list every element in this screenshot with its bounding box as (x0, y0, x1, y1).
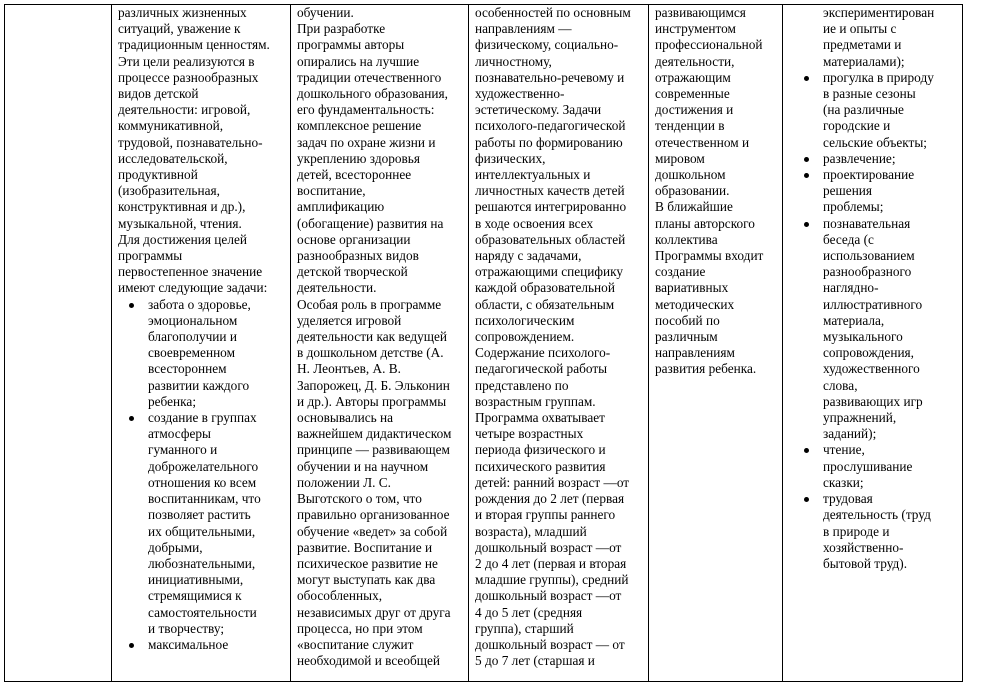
list-item: развлечение; (789, 151, 958, 167)
list-item: чтение, прослушивание сказки; (789, 442, 958, 491)
activities-lead-text: экспериментирован ие и опыты с предметами и материалами); (823, 5, 935, 69)
table-cell-development (649, 5, 783, 682)
list-item: трудовая деятельность (труд в природе и хозяйственно- бытовой труд). (789, 491, 958, 572)
bullet-icon (804, 222, 809, 227)
development-text: развивающимся инструментом профессиональной деятельности, отражающим современные достижения и тенденции в отечественном и мировом дошкольном образовании. В ближайшие планы авторского коллектива Программы входит создание вариативных методических пособий по различным направлениям развития ребенка. (655, 5, 764, 377)
list-item: познавательная беседа (с использованием разнообразного наглядно- иллюстративного материала, музыкального сопровождения, художественного слова, развивающих игр упражнений, заданий); (789, 216, 958, 443)
list-item: максимальное (118, 637, 286, 653)
table-cell-content (469, 5, 649, 682)
goals-text: различных жизненных ситуаций, уважение к традиционным ценностям. Эти цели реализуются в процессе разнообразных видов детской деятельности: игровой, коммуникативной, трудовой, познавательно- исследовательской, продуктивной (изобразительная, конструктивная и др.), музыкальной, чтения. Для достижения целей программы первостепенное значение имеют следующие задачи: (118, 5, 270, 296)
list-item: проектирование решения проблемы; (789, 167, 958, 216)
table-cell-goals (112, 5, 291, 682)
table-row (5, 5, 963, 682)
list-item: прогулка в природу в разные сезоны (на различные городские и сельские объекты; (789, 70, 958, 151)
list-item: создание в группах атмосферы гуманного и доброжелательного отношения ко всем воспитанникам, что позволяет растить их общительными, добрыми, любознательными, инициативными, стремящимися к самостоятельности и творчеству; (118, 410, 286, 637)
content-text: особенностей по основным направлениям — физическому, социально- личностному, познавательно-речевому и художественно- эстетическому. Задачи психолого-педагогической работы по формированию физических, интеллектуальных и личностных качеств детей решаются интегрированно в ходе освоения всех образовательных областей наряду с задачами, отражающими специфику каждой образовательной области, с обязательным психологическим сопровождением. Содержание психолого- педагогической работы представлено по возрастным группам. Программа охватывает четыре возрастных периода физического и психического развития детей: ранний возраст —от рождения до 2 лет (первая и вторая группы раннего возраста), младший дошкольный возраст —от 2 до 4 лет (первая и вторая младшие группы), средний дошкольный возраст —от 4 до 5 лет (средняя группа), старший дошкольный возраст — от 5 до 7 лет (старшая и (475, 5, 631, 669)
table-cell-empty (5, 5, 112, 682)
bullet-icon (804, 497, 809, 502)
table-cell-principles (291, 5, 469, 682)
bullet-icon (129, 416, 134, 421)
bullet-icon (804, 76, 809, 81)
program-table (4, 4, 963, 682)
principles-text: обучении. При разработке программы авторы опирались на лучшие традиции отечественного дошкольного образования, его фундаментальность: комплексное решение задач по охране жизни и укреплению здоровья детей, всестороннее воспитание, амплификацию (обогащение) развития на основе организации разнообразных видов детской творческой деятельности. Особая роль в программе уделяется игровой деятельности как ведущей в дошкольном детстве (А. Н. Леонтьев, А. В. Запорожец, Д. Б. Эльконин и др.). Авторы программы основывались на важнейшем дидактическом принципе — развивающем обучении и на научном положении Л. С. Выготского о том, что правильно организованное обучение «ведет» за собой развитие. Воспитание и психическое развитие не могут выступать как два обособленных, независимых друг от друга процесса, но при этом «воспитание служит необходимой и всеобщей (297, 5, 452, 669)
table-cell-activities (783, 5, 963, 682)
bullet-icon (804, 157, 809, 162)
bullet-icon (804, 173, 809, 178)
bullet-icon (804, 448, 809, 453)
list-item: забота о здоровье, эмоциональном благополучии и своевременном всестороннем развитии каждого ребенка; (118, 297, 286, 410)
tasks-list (118, 297, 286, 653)
activities-list (789, 70, 958, 572)
bullet-icon (129, 303, 134, 308)
bullet-icon (129, 643, 134, 648)
